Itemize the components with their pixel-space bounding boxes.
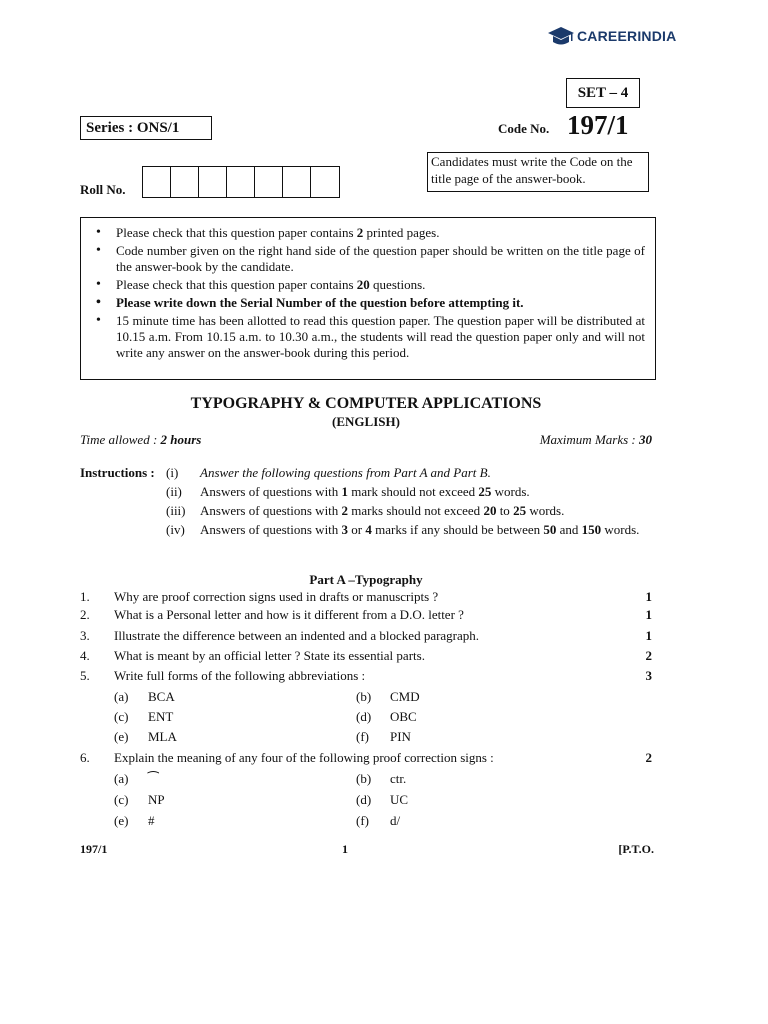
note-item: • Please check that this question paper contains 20 questions. bbox=[91, 277, 645, 293]
question-text: Explain the meaning of any four of the following proof correction signs : bbox=[114, 750, 494, 765]
option-value: ENT bbox=[148, 709, 174, 724]
instruction-number: (iii) bbox=[166, 503, 186, 518]
instruction-bold: 4 bbox=[365, 522, 372, 537]
option-item bbox=[356, 689, 420, 705]
note-bold: 20 bbox=[356, 277, 370, 292]
question-text: What is meant by an official letter ? State its essential parts. bbox=[114, 648, 425, 663]
option-value: # bbox=[148, 813, 155, 828]
note-bold: 2 bbox=[356, 225, 364, 240]
instructions-lead: Instructions : bbox=[80, 465, 155, 480]
time-value: 2 hours bbox=[160, 432, 202, 447]
question-text: Write full forms of the following abbreviations : bbox=[114, 668, 366, 683]
instruction-bold: 25 bbox=[478, 484, 492, 499]
instructions-lead bbox=[80, 522, 166, 538]
candidates-note: Candidates must write the Code on the title page of the answer-book. bbox=[427, 152, 649, 192]
instruction-bold: 2 bbox=[341, 503, 349, 518]
option-item bbox=[114, 729, 177, 745]
question-number: 2. bbox=[80, 607, 90, 622]
option-label: (b) bbox=[356, 689, 372, 704]
question-row bbox=[80, 750, 652, 766]
instruction-text bbox=[200, 465, 652, 481]
part-a-heading: Part A –Typography bbox=[309, 572, 423, 587]
roll-no-cell[interactable] bbox=[283, 167, 311, 197]
option-label: (a) bbox=[114, 771, 129, 786]
option-label: (c) bbox=[114, 709, 129, 724]
question-number: 4. bbox=[80, 648, 90, 663]
logo-text: CAREERINDIA bbox=[577, 28, 677, 44]
maximum-marks bbox=[540, 432, 652, 448]
question-number: 5. bbox=[80, 668, 90, 683]
instruction-row bbox=[80, 522, 652, 538]
note-item: • Code number given on the right hand side of the question paper should be written on the title page of the answer-book by the candidate. bbox=[91, 243, 645, 275]
question-row bbox=[80, 668, 652, 684]
question-row bbox=[80, 589, 652, 605]
roll-no-cell[interactable] bbox=[255, 167, 283, 197]
roll-no-label: Roll No. bbox=[80, 182, 126, 197]
question-marks: 2 bbox=[645, 648, 652, 663]
option-value: PIN bbox=[390, 729, 411, 744]
option-value: UC bbox=[390, 792, 409, 807]
notes-list bbox=[91, 225, 645, 361]
option-item bbox=[114, 689, 175, 705]
instruction-number: (iv) bbox=[166, 522, 185, 537]
note-item: • Please check that this question paper contains 2 printed pages. bbox=[91, 225, 645, 241]
option-item bbox=[356, 709, 417, 725]
set-label: SET – 4 bbox=[566, 78, 640, 108]
option-value: BCA bbox=[148, 689, 175, 704]
option-label: (d) bbox=[356, 709, 372, 724]
option-label: (a) bbox=[114, 689, 129, 704]
option-label: (f) bbox=[356, 813, 369, 828]
instruction-bold: 3 bbox=[341, 522, 349, 537]
option-item bbox=[356, 729, 411, 745]
option-item bbox=[114, 709, 173, 725]
question-number: 3. bbox=[80, 628, 90, 643]
instruction-number: (ii) bbox=[166, 484, 182, 499]
footer-pto: [P.T.O. bbox=[618, 842, 654, 856]
option-item bbox=[356, 813, 400, 829]
question-text: Illustrate the difference between an indented and a blocked paragraph. bbox=[114, 628, 480, 643]
instruction-bold: 50 bbox=[543, 522, 557, 537]
question-marks: 1 bbox=[645, 607, 652, 622]
instruction-bold: 25 bbox=[513, 503, 527, 518]
marks-label: Maximum Marks : bbox=[539, 432, 639, 447]
option-label: (b) bbox=[356, 771, 372, 786]
option-value: ctr. bbox=[390, 771, 407, 786]
option-item bbox=[356, 792, 408, 808]
instructions bbox=[80, 465, 652, 541]
instruction-text: Answers of questions with 2 marks should not exceed 20 to 25 words. bbox=[200, 503, 565, 518]
option-label: (d) bbox=[356, 792, 372, 807]
graduation-cap-icon bbox=[548, 25, 574, 47]
note-item: • Please write down the Serial Number of the question before attempting it. bbox=[91, 295, 645, 311]
time-allowed bbox=[80, 432, 201, 448]
general-notes-box bbox=[80, 217, 656, 380]
option-item bbox=[356, 771, 406, 787]
question-number: 6. bbox=[80, 750, 90, 765]
footer-page-number: 1 bbox=[342, 842, 348, 856]
paper-subtitle: (ENGLISH) bbox=[332, 414, 400, 429]
question-marks: 2 bbox=[645, 750, 652, 765]
instructions-lead bbox=[80, 503, 166, 519]
roll-no-cell[interactable] bbox=[171, 167, 199, 197]
question-row bbox=[80, 628, 652, 644]
option-value: OBC bbox=[390, 709, 417, 724]
instruction-number: (i) bbox=[166, 465, 179, 480]
marks-value: 30 bbox=[639, 432, 652, 447]
time-label: Time allowed : bbox=[80, 432, 161, 447]
option-value: ⁀ bbox=[148, 771, 159, 786]
instruction-row bbox=[80, 484, 652, 500]
roll-no-cell[interactable] bbox=[199, 167, 227, 197]
question-marks: 3 bbox=[645, 668, 652, 683]
option-value: MLA bbox=[148, 729, 177, 744]
series-label: Series : ONS/1 bbox=[80, 116, 212, 140]
instruction-bold: 20 bbox=[483, 503, 497, 518]
option-label: (e) bbox=[114, 813, 129, 828]
question-marks: 1 bbox=[645, 589, 652, 604]
footer-code: 197/1 bbox=[80, 842, 108, 856]
note-item: • 15 minute time has been allotted to read this question paper. The question paper will be distributed at 10.15 a.m. From 10.15 a.m. to 10.30 a.m., the students will read the question paper only and will not write any answer on the answer-book during this period. bbox=[91, 313, 645, 361]
instruction-row bbox=[80, 503, 652, 519]
roll-no-boxes bbox=[142, 166, 340, 198]
instruction-bold: 150 bbox=[581, 522, 602, 537]
paper-title: TYPOGRAPHY & COMPUTER APPLICATIONS bbox=[190, 395, 542, 412]
roll-no-cell[interactable] bbox=[311, 167, 339, 197]
question-row bbox=[80, 607, 652, 623]
roll-no-cell[interactable] bbox=[143, 167, 171, 197]
option-value: NP bbox=[148, 792, 165, 807]
option-item bbox=[114, 792, 165, 808]
question-text: Why are proof correction signs used in drafts or manuscripts ? bbox=[114, 589, 439, 604]
option-value: CMD bbox=[390, 689, 420, 704]
instruction-italic: Answer the following questions from Part A and Part B. bbox=[200, 465, 491, 480]
option-label: (c) bbox=[114, 792, 129, 807]
instruction-text: Answers of questions with 1 mark should not exceed 25 words. bbox=[200, 484, 530, 499]
instructions-lead bbox=[80, 484, 166, 500]
roll-no-cell[interactable] bbox=[227, 167, 255, 197]
option-value: d/ bbox=[390, 813, 401, 828]
code-label: Code No. bbox=[498, 121, 550, 136]
question-row bbox=[80, 648, 652, 664]
careerindia-logo bbox=[548, 24, 676, 48]
instruction-bold: 1 bbox=[341, 484, 349, 499]
question-marks: 1 bbox=[645, 628, 652, 643]
question-number: 1. bbox=[80, 589, 90, 604]
option-item bbox=[114, 813, 155, 829]
instruction-text: Answers of questions with 3 or 4 marks if any should be between 50 and 150 words. bbox=[200, 522, 640, 537]
option-item bbox=[114, 771, 158, 787]
code-value: 197/1 bbox=[567, 110, 629, 140]
instruction-row bbox=[80, 465, 652, 481]
question-text: What is a Personal letter and how is it different from a D.O. letter ? bbox=[114, 607, 464, 622]
option-label: (f) bbox=[356, 729, 369, 744]
option-label: (e) bbox=[114, 729, 129, 744]
